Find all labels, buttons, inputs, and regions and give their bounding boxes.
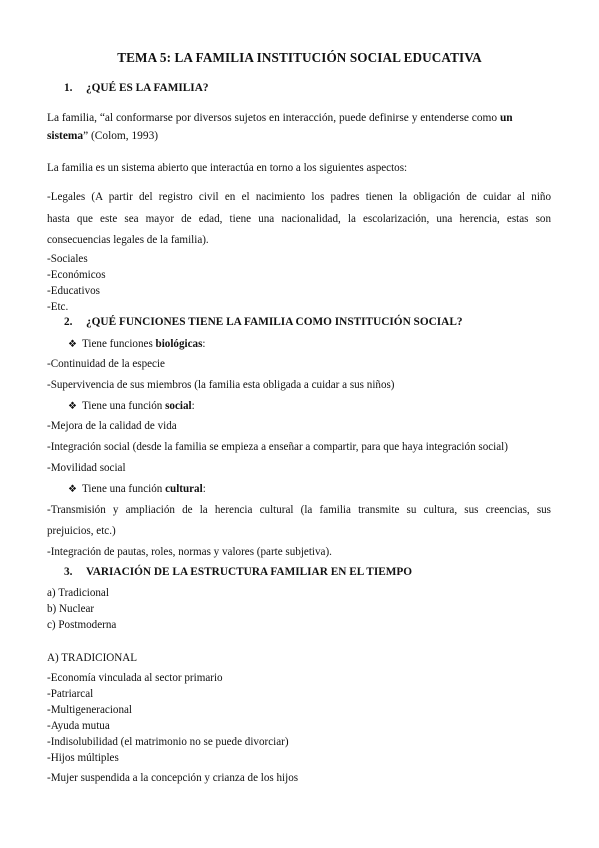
cultural-line-3: -Integración de pautas, roles, normas y valores (parte subjetiva). bbox=[47, 546, 332, 558]
aspect-item: -Educativos bbox=[47, 285, 100, 297]
bio-bold: biológicas bbox=[155, 338, 203, 350]
aspect-item: -Sociales bbox=[47, 253, 88, 265]
legales-line-3: consecuencias legales de la familia). bbox=[47, 234, 209, 246]
document-title: TEMA 5: LA FAMILIA INSTITUCIÓN SOCIAL EDUCATIVA bbox=[117, 50, 482, 65]
trait-item: -Ayuda mutua bbox=[47, 720, 110, 732]
social-item: -Mejora de la calidad de vida bbox=[47, 420, 177, 432]
quote-bold-sistema: sistema bbox=[47, 130, 84, 142]
diamond-bullet-icon: ❖ bbox=[68, 339, 77, 350]
section-1-heading bbox=[64, 82, 209, 94]
trait-item: -Indisolubilidad (el matrimonio no se puede divorciar) bbox=[47, 736, 289, 748]
definition-line-1 bbox=[47, 111, 513, 125]
aspect-item: -Etc. bbox=[47, 301, 69, 313]
section-2-number: 2. bbox=[64, 316, 73, 328]
diamond-bullet-icon: ❖ bbox=[68, 484, 77, 495]
social-item: -Integración social (desde la familia se empieza a enseñar a compartir, para que haya integración social) bbox=[47, 441, 508, 453]
cul-prefix: Tiene una función bbox=[82, 483, 166, 495]
traditional-subheading: A) TRADICIONAL bbox=[47, 652, 138, 664]
bio-item: -Continuidad de la especie bbox=[47, 358, 165, 370]
cultural-line-1: -Transmisión y ampliación de la herencia cultural (la familia transmite su cultura, sus creencias, sus bbox=[47, 504, 551, 516]
intro-paragraph: La familia es un sistema abierto que interactúa en torno a los siguientes aspectos: bbox=[47, 162, 408, 174]
cul-suffix: : bbox=[202, 483, 206, 495]
quote-text-a: La familia, “al conformarse por diversos sujetos en interacción bbox=[47, 112, 334, 124]
trait-item: -Patriarcal bbox=[47, 688, 94, 700]
quote-citation: ” (Colom, 1993) bbox=[83, 130, 159, 142]
quote-text-b: , puede definirse y entenderse como bbox=[333, 112, 500, 124]
bio-item: -Supervivencia de sus miembros (la familia esta obligada a cuidar a sus niños) bbox=[47, 379, 395, 391]
diamond-bullet-icon: ❖ bbox=[68, 401, 77, 412]
bio-function-bullet bbox=[68, 337, 206, 352]
trait-item: -Mujer suspendida a la concepción y crianza de los hijos bbox=[47, 772, 299, 784]
family-type-item: c) Postmoderna bbox=[47, 619, 117, 631]
section-3-title: VARIACIÓN DE LA ESTRUCTURA FAMILIAR EN EL TIEMPO bbox=[86, 566, 413, 578]
bio-suffix: : bbox=[202, 338, 206, 350]
cul-bold: cultural bbox=[165, 483, 203, 495]
section-1-number: 1. bbox=[64, 82, 73, 94]
section-2-title: ¿QUÉ FUNCIONES TIENE LA FAMILIA COMO INSTITUCIÓN SOCIAL? bbox=[86, 316, 463, 328]
soc-suffix: : bbox=[191, 400, 195, 412]
cultural-line-2: prejuicios, etc.) bbox=[47, 525, 116, 537]
section-2-heading bbox=[64, 316, 463, 328]
section-1-title: ¿QUÉ ES LA FAMILIA? bbox=[86, 82, 209, 94]
bio-prefix: Tiene funciones bbox=[82, 338, 156, 350]
trait-item: -Economía vinculada al sector primario bbox=[47, 672, 223, 684]
legales-line-1: -Legales (A partir del registro civil en el nacimiento los padres tienen la obligación de cuidar al niño bbox=[47, 191, 551, 203]
soc-bold: social bbox=[165, 400, 192, 412]
definition-line-2 bbox=[47, 129, 158, 143]
soc-prefix: Tiene una función bbox=[82, 400, 166, 412]
section-3-number: 3. bbox=[64, 566, 73, 578]
section-3-heading bbox=[64, 566, 412, 578]
family-type-item: b) Nuclear bbox=[47, 603, 95, 615]
social-function-bullet bbox=[68, 399, 195, 414]
social-item: -Movilidad social bbox=[47, 462, 126, 474]
quote-bold-un: un bbox=[499, 112, 513, 124]
legales-line-2: hasta que este sea mayor de edad, tiene una nacionalidad, la escolarización, una herencia, estas son bbox=[47, 213, 551, 225]
trait-item: -Multigeneracional bbox=[47, 704, 133, 716]
trait-item: -Hijos múltiples bbox=[47, 752, 119, 764]
aspect-item: -Económicos bbox=[47, 269, 106, 281]
family-type-item: a) Tradicional bbox=[47, 587, 109, 599]
cultural-function-bullet bbox=[68, 482, 206, 497]
